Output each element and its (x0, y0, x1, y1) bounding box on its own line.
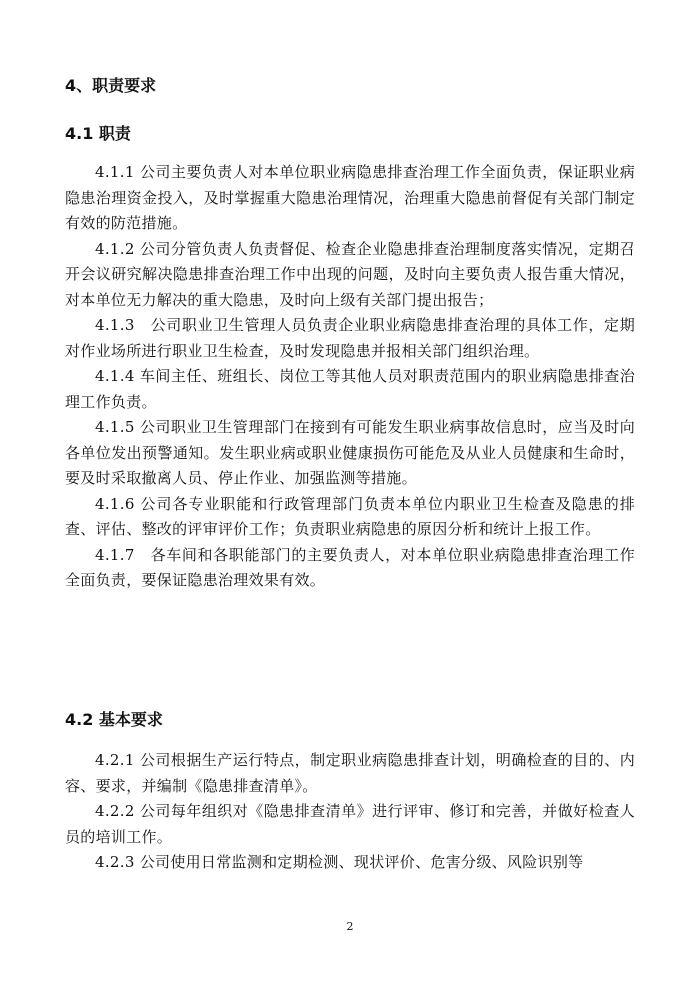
section-heading-basic-requirements: 4.2 基本要求 (65, 710, 163, 729)
paragraph-4-2-1: 4.2.1 公司根据生产运行特点，制定职业病隐患排查计划，明确检查的目的、内容、要求，并编制《隐患排查清单》。 (65, 751, 635, 795)
paragraph-4-1-2: 4.1.2 公司分管负责人负责督促、检查企业隐患排查治理制度落实情况，定期召开会议研究解决隐患排查治理工作中出现的问题，及时向主要负责人报告重大情况，对本单位无力解决的重大隐患，及时向上级有关部门提出报告； (65, 239, 635, 309)
paragraph-4-1-1: 4.1.1 公司主要负责人对本单位职业病隐患排查治理工作全面负责，保证职业病隐患治理资金投入，及时掌握重大隐患治理情况，治理重大隐患前督促有关部门制定有效的防范措施。 (65, 163, 635, 232)
paragraph-4-2-3: 4.2.3 公司使用日常监测和定期检测、现状评价、危害分级、风险识别等 (95, 853, 584, 871)
chapter-heading: 4、职责要求 (65, 76, 157, 95)
page-number: 2 (346, 920, 354, 933)
paragraph-4-1-6: 4.1.6 公司各专业职能和行政管理部门负责本单位内职业卫生检查及隐患的排查、评估、整改的评审评价工作；负责职业病隐患的原因分析和统计上报工作。 (65, 494, 635, 538)
section-responsibilities (65, 160, 635, 594)
section-heading-responsibilities: 4.1 职责 (65, 124, 131, 143)
paragraph-4-2-2: 4.2.2 公司每年组织对《隐患排查清单》进行评审、修订和完善，并做好检查人员的培训工作。 (65, 802, 635, 846)
paragraph-4-1-5: 4.1.5 公司职业卫生管理部门在接到有可能发生职业病事故信息时，应当及时向各单位发出预警通知。发生职业病或职业健康损伤可能危及从业人员健康和生命时，要及时采取撤离人员、停止作业、加强监测等措施。 (65, 418, 635, 487)
paragraph-4-1-4: 4.1.4 车间主任、班组长、岗位工等其他人员对职责范围内的职业病隐患排查治理工作负责。 (65, 367, 635, 411)
section-basic-requirements (65, 748, 635, 876)
paragraph-4-1-3: 4.1.3 公司职业卫生管理人员负责企业职业病隐患排查治理的具体工作，定期对作业场所进行职业卫生检查，及时发现隐患并报相关部门组织治理。 (65, 316, 635, 360)
paragraph-4-1-7: 4.1.7 各车间和各职能部门的主要负责人，对本单位职业病隐患排查治理工作全面负责，要保证隐患治理效果有效。 (65, 545, 635, 589)
